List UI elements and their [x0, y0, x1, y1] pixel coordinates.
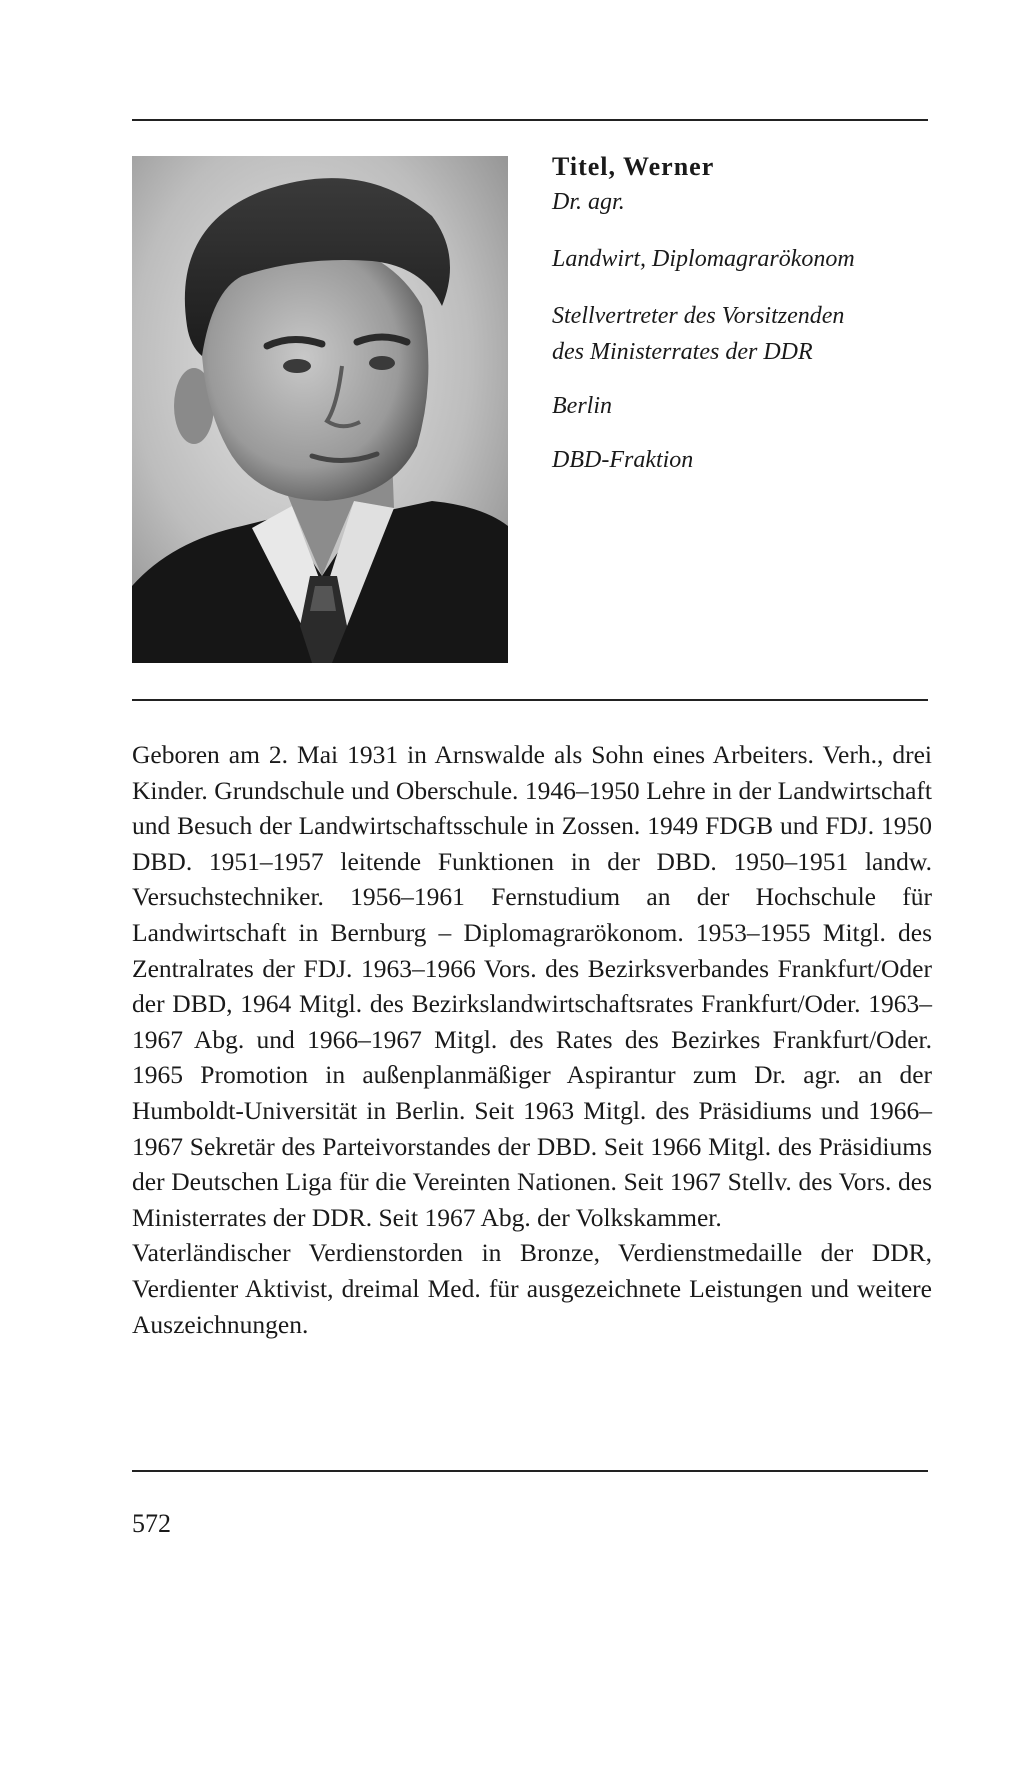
person-place: Berlin [552, 393, 612, 419]
person-faction: DBD-Fraktion [552, 447, 694, 473]
biography-paragraph-career: Geboren am 2. Mai 1931 in Arnswalde als Sohn eines Arbeiters. Verh., drei Kinder. Grundschule und Oberschule. 1946–1950 Lehre in der Landwirtschaft und Besuch der Landwirtschaftsschule in Zossen. 1949 FDGB und FDJ. 1950 DBD. 1951–1957 leitende Funktionen in der DBD. 1950–1951 landw. Versuchstechniker. 1956–1961 Fernstudium an der Hochschule für Landwirtschaft in Bernburg – Diplomagrarökonom. 1953–1955 Mitgl. des Zentralrates der FDJ. 1963–1966 Vors. des Bezirksverbandes Frankfurt/Oder der DBD, 1964 Mitgl. des Bezirkslandwirtschaftsrates Frankfurt/Oder. 1963–1967 Abg. und 1966–1967 Mitgl. des Rates des Bezirkes Frankfurt/Oder. 1965 Promotion in außenplanmäßiger Aspirantur zum Dr. agr. an der Humboldt-Universität in Berlin. Seit 1963 Mitgl. des Präsidiums und 1966–1967 Sekretär des Parteivorstandes der DBD. Seit 1966 Mitgl. des Präsidiums der Deutschen Liga für die Vereinten Nationen. Seit 1967 Stellv. des Vors. des Ministerrates der DDR. Seit 1967 Abg. der Volkskammer. [132, 740, 932, 1232]
person-header [552, 150, 932, 478]
top-rule [132, 119, 928, 121]
person-name: Titel, Werner [552, 152, 715, 181]
person-profession: Landwirt, Diplomagrarökonom [552, 246, 855, 272]
person-degree: Dr. agr. [552, 189, 625, 215]
person-position-line1: Stellvertreter des Vorsitzenden [552, 303, 845, 329]
bottom-rule [132, 1470, 928, 1472]
page-number: 572 [132, 1509, 171, 1538]
person-position-line2: des Ministerrates der DDR [552, 339, 813, 365]
middle-rule [132, 699, 928, 701]
portrait-photo [132, 156, 508, 663]
biography-text [132, 737, 932, 1342]
biography-paragraph-awards: Vaterländischer Verdienstorden in Bronze, Verdienstmedaille der DDR, Verdienter Aktivist, dreimal Med. für ausgezeichnete Leistungen und weitere Auszeichnungen. [132, 1238, 932, 1339]
